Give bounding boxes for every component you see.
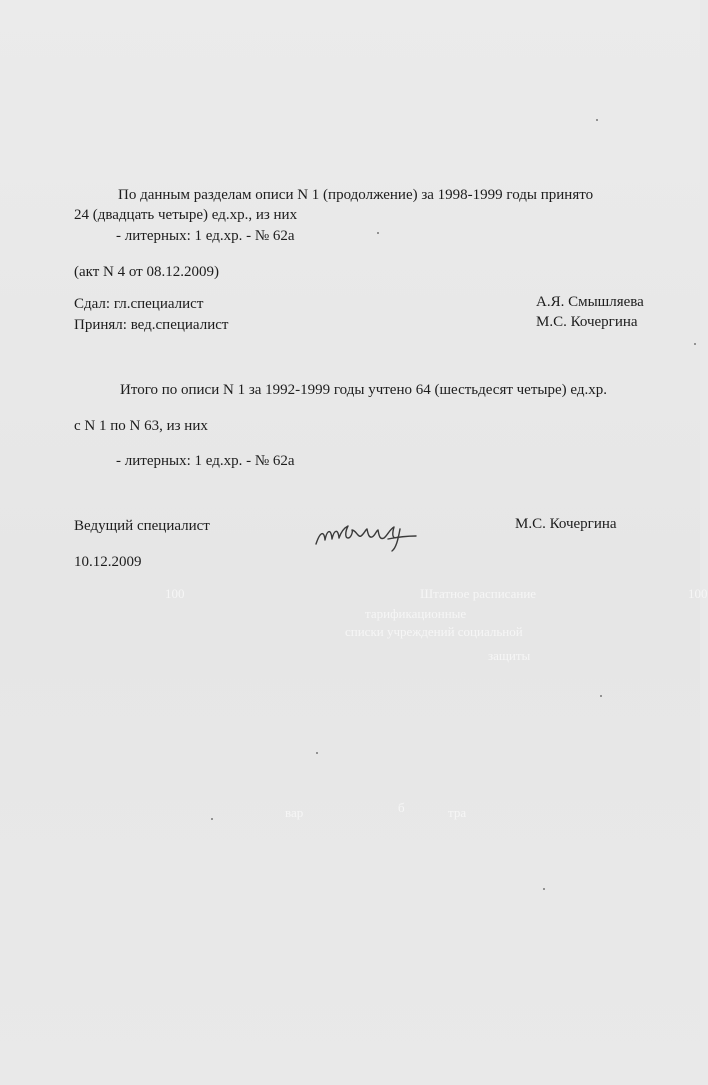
show-through-text: списки учреждений социальной <box>345 624 523 639</box>
scan-speck <box>543 888 545 890</box>
signer-kochergina-lead: М.С. Кочергина <box>515 516 617 532</box>
para1-line3: - литерных: 1 ед.хр. - № 62а <box>116 228 295 244</box>
show-through-text: вар <box>285 805 304 820</box>
scan-speck <box>377 232 379 234</box>
received-label: Принял: вед.специалист <box>74 317 229 333</box>
scan-speck <box>211 818 213 820</box>
para1-line2: 24 (двадцать четыре) ед.хр., из них <box>74 207 298 223</box>
document-date: 10.12.2009 <box>74 554 142 570</box>
show-through-text: 100 <box>688 586 708 601</box>
show-through-text: тарификационные <box>365 606 467 621</box>
signer-kochergina: М.С. Кочергина <box>536 314 638 330</box>
scan-speck <box>596 119 598 121</box>
total-line2: с N 1 по N 63, из них <box>74 418 208 434</box>
handwritten-signature <box>312 518 444 552</box>
act-reference: (акт N 4 от 08.12.2009) <box>74 264 219 280</box>
show-through-text: тра <box>448 805 467 820</box>
show-through-text: 100 <box>165 586 185 601</box>
signer-smyshlyaeva: А.Я. Смышляева <box>536 294 644 310</box>
scan-speck <box>316 752 318 754</box>
total-line3: - литерных: 1 ед.хр. - № 62а <box>116 453 295 469</box>
show-through-text: защиты <box>488 648 531 663</box>
show-through-text: б <box>398 800 405 815</box>
scan-speck <box>694 343 696 345</box>
total-line1: Итого по описи N 1 за 1992-1999 годы учтено 64 (шестьдесят четыре) ед.хр. <box>120 382 607 398</box>
scan-speck <box>600 695 602 697</box>
lead-specialist-label: Ведущий специалист <box>74 518 210 534</box>
handed-over-label: Сдал: гл.специалист <box>74 296 204 312</box>
para1-line1: По данным разделам описи N 1 (продолжение) за 1998-1999 годы принято <box>118 187 594 203</box>
show-through-text: Штатное расписание <box>420 586 537 601</box>
